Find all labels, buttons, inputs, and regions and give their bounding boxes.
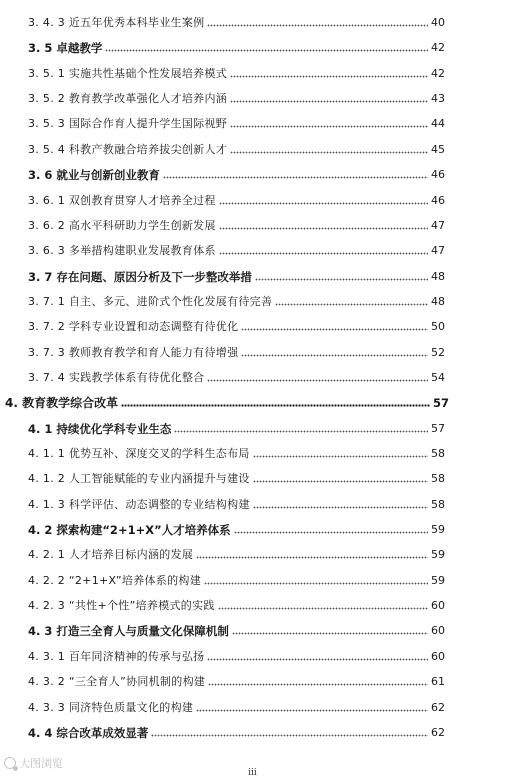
toc-entry-title: 4. 1 持续优化学科专业生态: [28, 421, 172, 436]
toc-entry-page: 48: [431, 269, 445, 283]
toc-entry[interactable]: [28, 420, 445, 436]
toc-entry-page: 42: [431, 66, 445, 80]
dot-leader: [253, 506, 428, 509]
toc-entry[interactable]: [28, 166, 445, 182]
toc-entry-title: 3. 7. 4 实践教学体系有待优化整合: [28, 370, 205, 384]
toc-entry[interactable]: [28, 572, 445, 588]
toc-entry-page: 46: [431, 193, 445, 207]
toc-entry-title: 4. 3. 3 同济特色质量文化的构建: [28, 700, 194, 714]
dot-leader: [253, 480, 428, 483]
toc-entry-page: 59: [431, 523, 445, 536]
toc-entry[interactable]: [28, 496, 445, 512]
dot-leader: [234, 531, 428, 534]
toc-entry-title: 3. 6. 2 高水平科研助力学生创新发展: [28, 218, 216, 232]
toc-entry-page: 58: [431, 472, 445, 486]
toc-entry[interactable]: [28, 217, 445, 233]
toc-entry-page: 57: [431, 421, 445, 435]
toc-entry-title: 4. 2 探索构建“2+1+X”人才培养体系: [28, 523, 231, 537]
toc-entry-page: 45: [431, 142, 445, 156]
toc-entry-title: 4. 2. 1 人才培养目标内涵的发展: [28, 548, 194, 562]
toc-entry-title: 4. 教育教学综合改革: [5, 396, 119, 411]
toc-entry[interactable]: [28, 268, 445, 284]
toc-entry-title: 4. 2. 2 “2+1+X”培养体系的构建: [28, 573, 201, 587]
toc-entry[interactable]: [28, 141, 445, 157]
toc-entry-page: 50: [431, 320, 445, 334]
toc-entry[interactable]: [28, 318, 445, 334]
toc-entry-page: 60: [431, 599, 445, 613]
toc-entry[interactable]: [5, 394, 449, 410]
toc-entry-page: 60: [431, 624, 445, 638]
toc-entry[interactable]: [28, 699, 445, 715]
toc-entry-title: 4. 1. 3 科学评估、动态调整的专业结构构建: [28, 497, 250, 511]
toc-entry-page: 40: [431, 16, 445, 29]
toc-entry-title: 4. 1. 1 优势互补、深度交叉的学科生态布局: [28, 447, 250, 460]
toc-entry-page: 43: [431, 92, 445, 106]
dot-leader: [230, 151, 428, 154]
dot-leader: [196, 556, 428, 559]
toc-entry-title: 4. 3 打造三全育人与质量文化保障机制: [28, 624, 229, 639]
toc-entry-page: 59: [431, 548, 445, 562]
toc-entry[interactable]: [28, 293, 445, 309]
toc-entry-page: 61: [431, 675, 445, 689]
dot-leader: [275, 303, 428, 306]
toc-entry-title: 4. 3. 2 “三全育人”协同机制的构建: [28, 675, 206, 689]
toc-entry[interactable]: [28, 521, 445, 537]
toc-entry-page: 58: [431, 447, 445, 460]
toc-entry-page: 57: [432, 396, 449, 411]
toc-entry-title: 3. 7. 3 教师教育教学和育人能力有待增强: [28, 345, 239, 359]
toc-entry[interactable]: [28, 673, 445, 689]
page-number: iii: [248, 768, 257, 778]
dot-leader: [241, 328, 428, 331]
dot-leader: [174, 430, 428, 433]
dot-leader: [196, 709, 428, 712]
toc-entry-title: 4. 3. 1 百年同济精神的传承与弘扬: [28, 649, 205, 663]
toc-entry-title: 3. 5. 4 科教产教融合培养拔尖创新人才: [28, 142, 228, 156]
toc-entry-page: 52: [431, 345, 445, 359]
dot-leader: [218, 607, 428, 610]
dot-leader: [204, 582, 428, 585]
toc-entry[interactable]: [28, 546, 445, 562]
dot-leader: [219, 252, 428, 255]
toc-entry[interactable]: [28, 90, 445, 106]
dot-leader: [230, 100, 428, 103]
toc-entry-title: 3. 6. 3 多举措构建职业发展教育体系: [28, 244, 216, 258]
toc-entry[interactable]: [28, 192, 445, 208]
toc-entry[interactable]: [28, 597, 445, 613]
toc-entry-page: 48: [431, 294, 445, 308]
toc-entry-title: 3. 6 就业与创新创业教育: [28, 168, 160, 183]
toc-entry-page: 59: [431, 573, 445, 587]
toc-entry[interactable]: [28, 445, 445, 461]
toc-entry-page: 62: [431, 725, 445, 739]
dot-leader: [105, 49, 428, 52]
toc-entry[interactable]: [28, 724, 445, 740]
toc-entry-page: 58: [431, 497, 445, 511]
toc-entry[interactable]: [28, 39, 445, 55]
dot-leader: [255, 278, 428, 281]
toc-entry[interactable]: [28, 14, 445, 30]
toc-entry-page: 60: [431, 649, 445, 663]
dot-leader: [163, 176, 428, 179]
dot-leader: [230, 125, 428, 128]
dot-leader: [121, 404, 430, 407]
toc-entry-title: 3. 6. 1 双创教育贯穿人才培养全过程: [28, 193, 216, 207]
toc-entry[interactable]: [28, 242, 445, 258]
dot-leader: [219, 227, 428, 230]
dot-leader: [207, 379, 428, 382]
dot-leader: [207, 658, 428, 661]
toc-entry[interactable]: [28, 648, 445, 664]
dot-leader: [230, 75, 428, 78]
dot-leader: [207, 24, 428, 27]
toc-entry-page: 44: [431, 117, 445, 131]
dot-leader: [151, 734, 428, 737]
toc-entry-title: 4. 1. 2 人工智能赋能的专业内涵提升与建设: [28, 472, 250, 486]
toc-entry[interactable]: [28, 369, 445, 385]
toc-entry[interactable]: [28, 344, 445, 360]
toc-entry-title: 3. 5. 3 国际合作育人提升学生国际视野: [28, 117, 228, 131]
toc-entry-page: 42: [431, 41, 445, 55]
watermark-text: 大图浏览: [19, 757, 63, 770]
toc-entry-title: 3. 7. 1 自主、多元、进阶式个性化发展有待完善: [28, 294, 273, 308]
dot-leader: [253, 455, 428, 458]
toc-entry[interactable]: [28, 115, 445, 131]
toc-entry-page: 62: [431, 700, 445, 714]
dot-leader: [208, 683, 428, 686]
toc-entry-page: 46: [431, 168, 445, 182]
toc-entry-title: 3. 4. 3 近五年优秀本科毕业生案例: [28, 16, 205, 29]
dot-leader: [232, 632, 428, 635]
toc-entry-title: 3. 7 存在问题、原因分析及下一步整改举措: [28, 269, 252, 284]
toc-entry-title: 3. 5. 1 实施共性基础个性发展培养模式: [28, 66, 228, 80]
toc-entry-page: 47: [431, 218, 445, 232]
toc-entry-title: 3. 5. 2 教育教学改革强化人才培养内涵: [28, 92, 228, 106]
dot-leader: [241, 354, 428, 357]
toc-entry[interactable]: [28, 65, 445, 81]
dot-leader: [219, 202, 428, 205]
toc-entry-title: 4. 4 综合改革成效显著: [28, 725, 149, 740]
toc-entry-page: 47: [431, 244, 445, 258]
toc-entry-title: 3. 5 卓越教学: [28, 41, 103, 56]
toc-entry-page: 54: [431, 370, 445, 384]
toc-entry-title: 3. 7. 2 学科专业设置和动态调整有待优化: [28, 320, 239, 334]
toc-entry[interactable]: [28, 622, 445, 638]
toc-entry-title: 4. 2. 3 “共性+个性”培养模式的实践: [28, 599, 215, 613]
toc-entry[interactable]: [28, 470, 445, 486]
